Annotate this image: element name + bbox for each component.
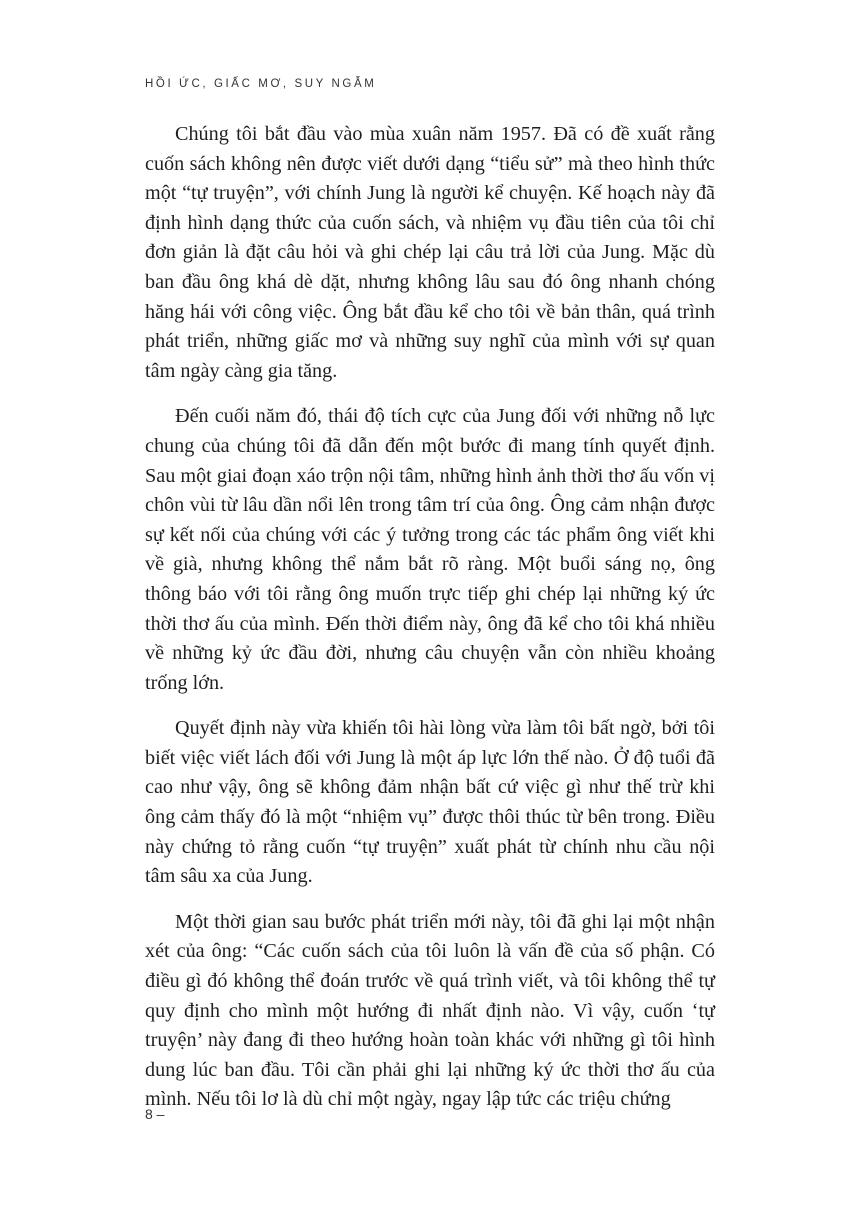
paragraph: Chúng tôi bắt đầu vào mùa xuân năm 1957. Đã có đề xuất rằng cuốn sách không nên được viết dưới dạng “tiểu sử” mà theo hình thức một “tự truyện”, với chính Jung là người kể chuyện. Kế hoạch này đã định hình dạng thức của cuốn sách, và nhiệm vụ đầu tiên của tôi chỉ đơn giản là đặt câu hỏi và ghi chép lại câu trả lời của Jung. Mặc dù ban đầu ông khá dè dặt, nhưng không lâu sau đó ông nhanh chóng hăng hái với công việc. Ông bắt đầu kể cho tôi về bản thân, quá trình phát triển, những giấc mơ và những suy nghĩ của mình với sự quan tâm ngày càng gia tăng. — [145, 123, 715, 382]
paragraph: Đến cuối năm đó, thái độ tích cực của Jung đối với những nỗ lực chung của chúng tôi đã dẫn đến một bước đi mang tính quyết định. Sau một giai đoạn xáo trộn nội tâm, những hình ảnh thời thơ ấu vốn vị chôn vùi từ lâu dần nổi lên trong tâm trí của ông. Ông cảm nhận được sự kết nối của chúng với các ý tưởng trong các tác phẩm ông viết khi về già, nhưng không thể nắm bắt rõ ràng. Một buổi sáng nọ, ông thông báo với tôi rằng ông muốn trực tiếp ghi chép lại những ký ức thời thơ ấu của mình. Đến thời điểm này, ông đã kể cho tôi khá nhiều về những kỷ ức đầu đời, nhưng câu chuyện vẫn còn nhiều khoảng trống lớn. — [145, 405, 715, 694]
running-header: HỒI ỨC, GIẤC MƠ, SUY NGẪM — [145, 78, 377, 90]
paragraph: Quyết định này vừa khiến tôi hài lòng vừa làm tôi bất ngờ, bởi tôi biết việc viết lách đối với Jung là một áp lực lớn thế nào. Ở độ tuổi đã cao như vậy, ông sẽ không đảm nhận bất cứ việc gì như thế trừ khi ông cảm thấy đó là một “nhiệm vụ” được thôi thúc từ bên trong. Điều này chứng tỏ rằng cuốn “tự truyện” xuất phát từ chính nhu cầu nội tâm sâu xa của Jung. — [145, 717, 715, 888]
body-text — [145, 120, 715, 1115]
paragraph: Một thời gian sau bước phát triển mới này, tôi đã ghi lại một nhận xét của ông: “Các cuốn sách của tôi luôn là vấn đề của số phận. Có điều gì đó không thể đoán trước về quá trình viết, và tôi không thể tự quy định cho mình một hướng đi nhất định nào. Vì vậy, cuốn ‘tự truyện’ này đang đi theo hướng hoàn toàn khác với những gì tôi hình dung lúc ban đầu. Tôi cần phải ghi lại những ký ức thời thơ ấu của mình. Nếu tôi lơ là dù chỉ một ngày, ngay lập tức các triệu chứng — [145, 910, 715, 1111]
page-number: 8 – — [145, 1106, 165, 1122]
